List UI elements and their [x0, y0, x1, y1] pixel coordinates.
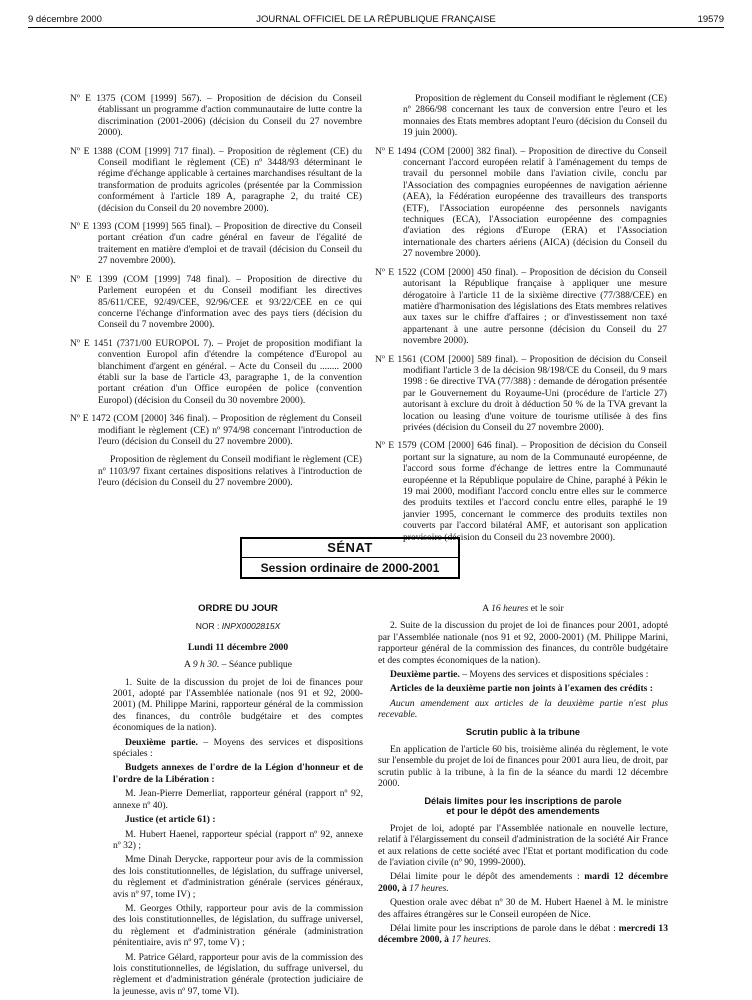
entry-ref: Nº E 1399 [70, 273, 118, 285]
list-item [375, 354, 667, 434]
deuxieme-partie-label: Deuxième partie. [390, 669, 460, 681]
rapporteur-haenel: M. Hubert Haenel, rapporteur spécial (rapport nº 92, annexe nº 32) ; [113, 828, 363, 851]
entry-ref: Nº E 1561 [375, 353, 417, 365]
delai-label: Délai limite pour les inscriptions de parole dans le débat : [390, 922, 619, 934]
right-agenda-column [378, 603, 668, 949]
entry-text: (COM [2000] 589 final). – Proposition de décision du Conseil modifiant l'article 3 de la décision 98/198/CE du Conseil, du 9 mars 1998 : 6e directive TVA (77/388) : demande de dérogation présentée par le Gouvernement du Royaume-Uni (procédure de l'article 27) autorisant à exclure du droit à déduction 50 % de la TVA grevant la location ou leasing d'une voiture de tourisme utilisée à des fins privées (décision du Conseil du 27 novembre 2000). [403, 353, 668, 433]
delai-time: 17 heures. [448, 934, 491, 946]
entry-ref: Nº E 1375 [70, 93, 116, 104]
entry-ref: Nº E 1451 [70, 337, 113, 349]
delai-inscriptions [378, 923, 668, 946]
projet-text: Projet de loi, adopté par l'Assemblée nationale en nouvelle lecture, relatif à l'élargissement du conseil d'administration de la société Air France et aux relations de cette société avec l'Etat et portant modification du code de l'aviation civile (nº 90, 1999-2000). [378, 822, 668, 868]
senat-title: SÉNAT [242, 539, 458, 558]
entry-text: (7371/00 EUROPOL 7). – Projet de proposition modifiant la convention Europol afin d'étendre la compétence d'Europol au blanchiment d'argent en général. – Acte du Conseil du ........ 2000 établi sur la base de l'article 43, paragraphe 1, de la convention portant création d'un Office européen de police (convention Europol) (décision du Conseil du 30 novembre 2000). [98, 337, 363, 406]
header-date: 9 décembre 2000 [28, 14, 102, 25]
sub-paragraph: Proposition de règlement du Conseil modifiant le règlement (CE) nº 1103/97 fixant certaines dispositions relatives à l'introduction de l'euro (décision du Conseil du 27 novembre 2000). [98, 454, 362, 489]
delais-title-line-2: et pour le dépôt des amendements [446, 806, 600, 817]
deuxieme-partie [378, 669, 668, 680]
entry-ref: Nº E 1393 [70, 221, 112, 233]
delais-title-line-1: Délais limites pour les inscriptions de parole [424, 795, 622, 806]
entry-text: (COM [2000] 450 final). – Proposition de décision du Conseil autorisant la République française à appliquer une mesure dérogatoire à l'article 11 de la sixième directive (77/388/CEE) en matière d'harmonisation des législations des Etats membres relatives aux taxes sur le chiffre d'affaires ; or d'investissement non taxé appartenant à une autre personne (décision du Conseil du 27 novembre 2000). [403, 266, 668, 347]
list-item [375, 146, 667, 260]
page-number: 19579 [697, 14, 724, 25]
entry-text: (COM [1999] 717 final). – Proposition de règlement (CE) du Conseil modifiant le règlement (CE) nº 3448/93 déterminant le régime d'échange applicable à certaines marchandises résultant de la transformation de produits agricoles (présentée par la Commission conformément à l'article 189 A, paragraphe 2, du traité CE) (décision du Conseil du 20 novembre 2000). [98, 145, 362, 214]
scrutin-text: En application de l'article 60 bis, troisième alinéa du règlement, le vote sur l'ensemble du projet de loi de finances pour 2001 aura lieu, de droit, par scrutin public à la tribune, à la fin de la séance du mardi 12 décembre 2000. [378, 744, 668, 790]
delai-date: mardi 12 décembre 2000, à [378, 871, 668, 894]
rapporteur-othily: M. Georges Othily, rapporteur pour avis de la commission des lois constitutionnelles, de législation, du suffrage universel, du règlement et d'administration générale (administration pénitentiaire, avis nº 97, tome V) ; [113, 902, 363, 949]
list-item [70, 146, 362, 214]
rapporteur-gelard: M. Patrice Gélard, rapporteur pour avis de la commission des lois constitutionnelles, de législation, du suffrage universel, du règlement et d'administration générale (protection judiciaire de la jeunesse, avis nº 97, tome VI). [113, 951, 363, 997]
ordre-du-jour-column [113, 603, 363, 1000]
entry-text: (COM [2000] 346 final). – Proposition de règlement du Conseil modifiant le règlement (CE) nº 974/98 concernant l'introduction de l'euro (décision du Conseil du 27 novembre 2000). [98, 413, 362, 447]
entry-ref: Nº E 1522 [375, 266, 417, 278]
senat-banner [240, 537, 460, 579]
budgets-heading: Budgets annexes de l'ordre de la Légion d'honneur et de l'ordre de la Libération : [113, 762, 363, 785]
delais-title [378, 796, 668, 817]
agenda-item-2: 2. Suite de la discussion du projet de loi de finances pour 2001, adopté par l'Assemblée nationale (nos 91 et 92, 2000-2001) (M. Philippe Marini, rapporteur général de la commission des finances, du contrôle budgétaire et des comptes économiques de la nation). [378, 620, 668, 666]
sub-paragraph: Proposition de règlement du Conseil modifiant le règlement (CE) nº 2866/98 concernant les taux de conversion entre l'euro et les monnaies des Etats membres adoptant l'euro (décision du Conseil du 19 juin 2000). [403, 93, 667, 139]
list-item [70, 338, 362, 406]
afternoon-time [378, 603, 668, 614]
nor-label: NOR : [195, 621, 220, 632]
scrutin-title: Scrutin public à la tribune [465, 726, 581, 737]
delai-date: mercredi 13 décembre 2000, à [378, 922, 668, 946]
rapporteur-derycke: Mme Dinah Derycke, rapporteur pour avis de la commission des lois constitutionnelles, de législation, du suffrage universel, du règlement et d'administration générale (services généraux, avis nº 97, tome IV) ; [113, 854, 363, 900]
list-item [375, 267, 667, 347]
question-orale: Question orale avec débat nº 30 de M. Hubert Haenel à M. le ministre des affaires étrangères sur le Conseil européen de Nice. [378, 897, 668, 920]
agenda-item-1: 1. Suite de la discussion du projet de loi de finances pour 2001, adopté par l'Assemblée nationale (nos 91 et 92, 2000-2001) (M. Philippe Marini, rapporteur général de la commission des finances, du contrôle budgétaire et des comptes économiques de la nation). [113, 676, 363, 734]
deuxieme-partie [113, 737, 363, 760]
time-rest: et le soir [528, 603, 564, 614]
rapporteur-demerliat: M. Jean-Pierre Demerliat, rapporteur général (rapport nº 92, annexe nº 40). [113, 788, 363, 811]
ordre-du-jour-title: ORDRE DU JOUR [198, 603, 278, 614]
deuxieme-partie-rest: – Moyens des services et dispositions spéciales : [113, 736, 363, 760]
entry-text: (COM [2000] 382 final). – Proposition de directive du Conseil concernant l'accord européen relatif à l'aménagement du temps de travail du personnel mobile dans l'aviation civile, conclu par l'Association des compagnies européennes de navigation aérienne (AEA), la Fédération européenne des travailleurs des transports (ETF), l'Association européenne des personnels navigants techniques (ECA), l'Association européenne des compagnies d'aviation des régions d'Europe (ERA) et l'Association internationale des charters aériens (AICA) (décision du Conseil du 27 novembre 2000). [403, 145, 668, 260]
time-rest: – Séance publique [221, 659, 292, 671]
entry-ref: Nº E 1472 [70, 413, 111, 425]
entry-ref: Nº E 1579 [375, 440, 417, 452]
deuxieme-partie-label: Deuxième partie. [125, 736, 198, 748]
delai-label: Délai limite pour le dépôt des amendements : [390, 871, 585, 883]
entry-ref: Nº E 1494 [375, 145, 417, 157]
list-item [70, 413, 362, 447]
entry-text: (COM [1999] 567). – Proposition de décision du Conseil établissant un programme d'action communautaire de lutte contre la discrimination (2001-2006) (décision du Conseil du 27 novembre 2000). [98, 93, 363, 139]
aucun-amendement: Aucun amendement aux articles de la deuxième partie n'est plus recevable. [378, 697, 668, 721]
entry-text: (COM [1999] 565 final). – Proposition de directive du Conseil portant création d'un cadre général en faveur de l'égalité de traitement en matière d'emploi et de travail (décision du Conseil du 27 novembre 2000). [98, 221, 363, 267]
time-prefix: A [184, 659, 191, 671]
entry-ref: Nº E 1388 [70, 145, 113, 157]
time-prefix: A [482, 603, 489, 614]
list-item [70, 221, 362, 267]
time-value: 9 h 30. [192, 659, 220, 671]
top-left-column [70, 93, 362, 496]
time-value: 16 heures [491, 603, 529, 614]
session-time [113, 659, 363, 670]
entry-text: (COM [2000] 646 final). – Proposition de décision du Conseil portant sur la signature, au nom de la Communauté européenne, de l'accord sous forme d'échange de lettres entre la Communauté européenne et la République populaire de Chine, paraphé à Pékin le 19 mai 2000, modifiant l'accord conclu entre elles sur le commerce des produits textiles et l'accord conclu entre elles, paraphé le 19 janvier 1995, concernant le commerce des produits textiles non couverts par l'accord bilatéral AMF, et autorisant son application provisoire (décision du Conseil du 23 novembre 2000). [403, 440, 668, 543]
page-header [28, 12, 724, 28]
list-item [70, 274, 362, 331]
delai-amendements [378, 871, 668, 894]
articles-heading: Articles de la deuxième partie non joints à l'examen des crédits : [390, 683, 653, 695]
entry-text: (COM [1999] 748 final). – Proposition de directive du Parlement européen et du Conseil modifiant les directives 85/611/CEE, 92/49/CEE, 92/96/CEE et 93/22/CEE en ce qui concerne l'échange d'information avec des pays tiers (décision du Conseil du 7 novembre 2000). [98, 273, 363, 331]
nor-line [113, 621, 363, 632]
journal-title: JOURNAL OFFICIEL DE LA RÉPUBLIQUE FRANÇAISE [256, 14, 496, 25]
deuxieme-partie-rest: – Moyens des services et dispositions spéciales : [459, 669, 649, 681]
list-item [70, 93, 362, 139]
top-right-column [375, 93, 667, 550]
delai-time: 17 heures. [406, 882, 449, 894]
senat-subtitle: Session ordinaire de 2000-2001 [260, 561, 440, 575]
session-date: Lundi 11 décembre 2000 [187, 641, 289, 653]
list-item [375, 440, 667, 543]
nor-value: INPX0002815X [221, 621, 281, 632]
justice-heading: Justice (et article 61) : [125, 814, 216, 826]
